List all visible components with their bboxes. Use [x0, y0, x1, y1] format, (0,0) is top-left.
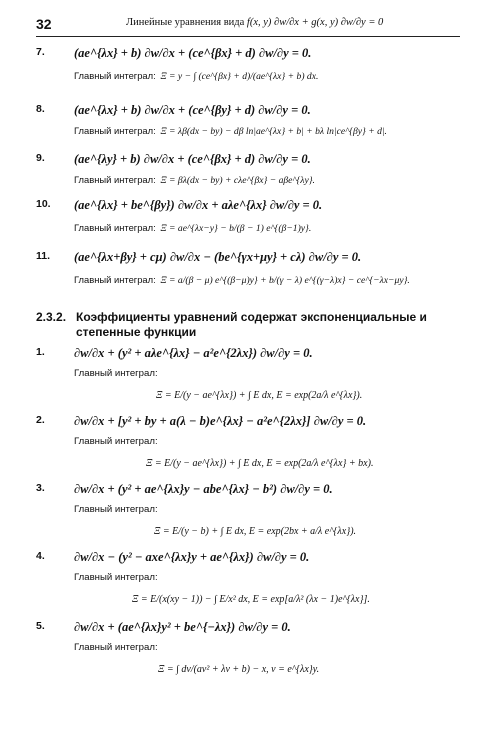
principal-integral: Ξ = E/(y − b) + ∫ E dx, E = exp(2bx + a/λ e^{λx}). [154, 526, 357, 537]
principal-integral: Ξ = E/(y − ae^{λx}) + ∫ E dx, E = exp(2a/λ e^{λx} + bx). [146, 458, 374, 469]
equation: (ae^{λx} + b) ∂w/∂x + (ce^{βx} + d) ∂w/∂y = 0. [74, 46, 312, 60]
equation: (ae^{λx} + be^{βy}) ∂w/∂x + aλe^{λx} ∂w/∂y = 0. [74, 198, 323, 212]
principal-integral-label: Главный интеграл: [74, 572, 158, 583]
section-title-line1: Коэффициенты уравнений содержат экспоненциальные и [76, 310, 427, 324]
running-formula: f(x, y) ∂w/∂x + g(x, y) ∂w/∂y = 0 [246, 17, 384, 28]
equation: ∂w/∂x + [y² + by + a(λ − b)e^{λx} − a²e^{2λx}] ∂w/∂y = 0. [74, 414, 367, 428]
section-number: 2.3.2. [36, 310, 67, 324]
principal-integral: Ξ = E/(x(xy − 1)) − ∫ E/x² dx, E = exp[a/λ² (λx − 1)e^{λx}]. [132, 594, 370, 605]
equation: ∂w/∂x + (y² + ae^{λx}y − abe^{λx} − b²) ∂w/∂y = 0. [74, 482, 333, 496]
principal-integral-label: Главный интеграл: [74, 368, 158, 379]
principal-integral: Главный интеграл: Ξ = y − ∫ (ce^{βx} + d)/(ae^{λx} + b) dx. [74, 70, 319, 82]
equation: (ae^{λy} + b) ∂w/∂x + (ce^{βx} + d) ∂w/∂y = 0. [74, 152, 311, 166]
principal-integral: Главный интеграл: Ξ = βλ(dx − by) + cλe^{βx} − aβe^{λy}. [74, 174, 315, 186]
principal-integral: Главный интеграл: Ξ = a/(β − μ) e^{(β−μ)y} + b/(γ − λ) e^{(γ−λ)x} − ce^{−λx−μy}. [74, 274, 410, 286]
equation: ∂w/∂x + (y² + aλe^{λx} − a²e^{2λx}) ∂w/∂y = 0. [74, 346, 313, 360]
principal-integral-label: Главный интеграл: [74, 504, 158, 515]
equation: (ae^{λx} + b) ∂w/∂x + (ce^{βy} + d) ∂w/∂y = 0. [74, 103, 311, 117]
section-title-line2: степенные функции [76, 325, 197, 339]
principal-integral: Главный интеграл: Ξ = ae^{λx−y} − b/(β − 1) e^{(β−1)y}. [74, 222, 312, 234]
principal-integral: Главный интеграл: Ξ = λβ(dx − by) − dβ ln|ae^{λx} + b| + bλ ln|ce^{βy} + d|. [74, 125, 387, 137]
running-title: Линейные уравнения вида f(x, y) ∂w/∂x + g(x, y) ∂w/∂y = 0 [126, 17, 384, 28]
equation: ∂w/∂x − (y² − axe^{λx}y + ae^{λx}) ∂w/∂y = 0. [74, 550, 310, 564]
page-number: 32 [36, 16, 52, 32]
principal-integral: Ξ = ∫ dv/(av² + λv + b) − x, v = e^{λx}y. [158, 664, 320, 675]
principal-integral-label: Главный интеграл: [74, 642, 158, 653]
principal-integral: Ξ = E/(y − ae^{λx}) + ∫ E dx, E = exp(2a/λ e^{λx}). [156, 390, 363, 401]
principal-integral-label: Главный интеграл: [74, 436, 158, 447]
running-header [36, 14, 460, 37]
equation: ∂w/∂x + (ae^{λx}y² + be^{−λx}) ∂w/∂y = 0. [74, 620, 291, 634]
section-heading [36, 310, 466, 340]
book-page: 32 Линейные уравнения вида f(x, y) ∂w/∂x + g(x, y) ∂w/∂y = 0 7. (ae^{λx} + b) ∂w/∂x + (ce^{βx} + d) ∂w/∂y = 0. Главный интеграл: Ξ = y − ∫ (ce^{βx} + d)/(ae^{λx} + b) dx. 8. (ae^{λx} + b) ∂w/∂x + (ce^{βy} + d) ∂w/∂y = 0. Главный интеграл: Ξ = λβ(dx − by) − dβ ln|ae^{λx} + b| + bλ ln|ce^{βy} + d|. 9. (ae^{λy} + b) ∂w/∂x + (ce^{βx} + d) ∂w/∂y = 0. Главный интеграл: Ξ = βλ(dx − by) + cλe^{βx} − aβe^{λy}. 10. (ae^{λx} + be^{βy}) ∂w/∂x + aλe^{λx} ∂w/∂y = 0. Главный интеграл: Ξ = ae^{λx−y} − b/(β − 1) e^{(β−1)y}. 11. (ae^{λx+βy} + cμ) ∂w/∂x − (be^{γx+μy} + cλ) ∂w/∂y = 0. Главный интеграл: Ξ = a/(β − μ) e^{(β−μ)y} + b/(γ − λ) e^{(γ−λ)x} − ce^{−λx−μy}. 2.3.2. Коэффициенты уравнений содержат экспоненциальные и степенные функции 1. ∂w/∂x + (y² + aλe^{λx} − a²e^{2λx}) ∂w/∂y = 0. Главный интеграл: Ξ = E/(y − ae^{λx}) + ∫ E dx, E = exp(2a/λ e^{λx}). 2. ∂w/∂x + [y² + by + a(λ − b)e^{λx} − a²e^{2λx}] ∂w/∂y = 0. Главный интеграл: Ξ = E/(y − ae^{λx}) + ∫ E dx, E = exp(2a/λ e^{λx} + bx). 3. ∂w/∂x + (y² + ae^{λx}y − abe^{λx} − b²) ∂w/∂y = 0. Главный интеграл: Ξ = E/(y − b) + ∫ E dx, E = exp(2bx + a/λ e^{λx}). 4. ∂w/∂x − (y² − axe^{λx}y + ae^{λx}) ∂w/∂y = 0. Главный интеграл: Ξ = E/(x(xy − 1)) − ∫ E/x² dx, E = exp[a/λ² (λx − 1)e^{λx}]. 5. ∂w/∂x + (ae^{λx}y² + be^{−λx}) ∂w/∂y = 0. Главный интеграл: Ξ = ∫ dv/(av² + λv + b) − x, v = e^{λx}y. [0, 0, 500, 741]
equation: (ae^{λx+βy} + cμ) ∂w/∂x − (be^{γx+μy} + cλ) ∂w/∂y = 0. [74, 250, 362, 264]
